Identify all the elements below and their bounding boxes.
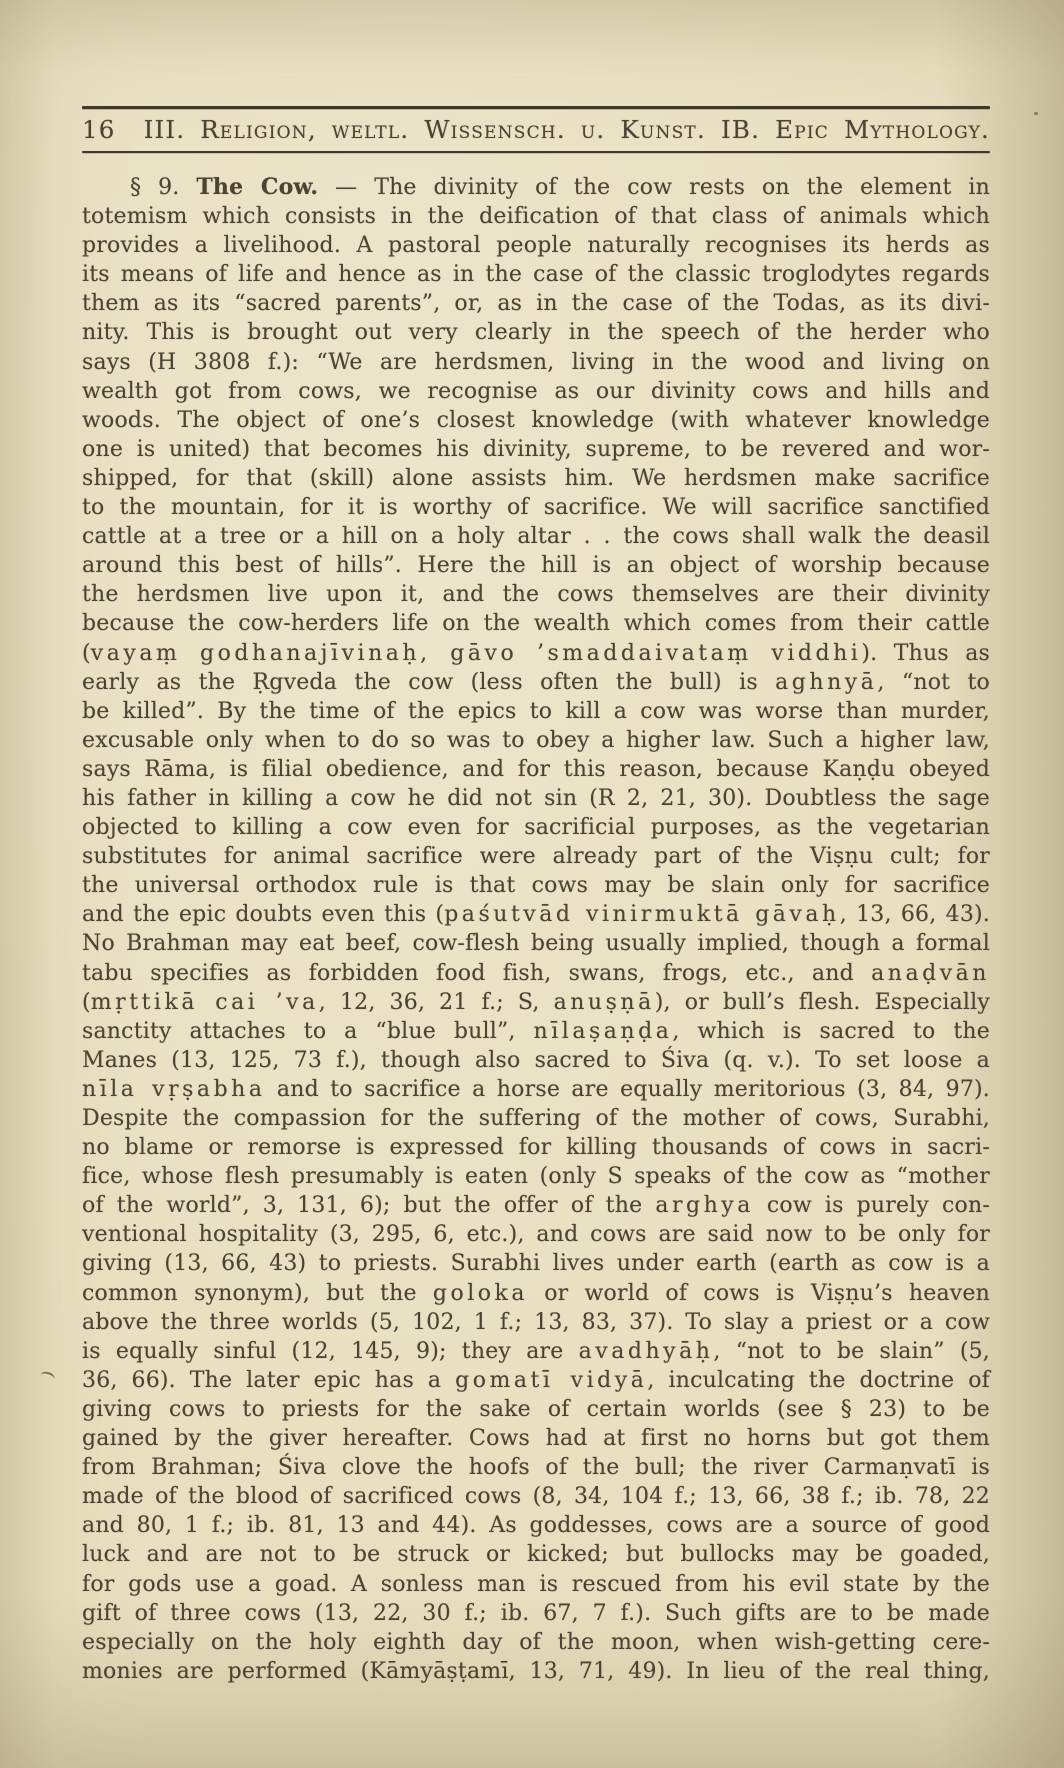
text-segment: vayaṃ godhanajīvinaḥ, gāvo ’smaddaivataṃ viddhi	[90, 640, 862, 666]
text-segment: nity. This is brought out very clearly in the speech of the herder who	[82, 320, 990, 346]
text-line	[82, 1075, 990, 1104]
text-segment: shipped, for that (skill) alone assists him. We herdsmen make sacrifice	[82, 465, 990, 491]
text-segment: ), or bull’s flesh. Especially	[654, 989, 991, 1015]
text-segment: because the cow-herders life on the wealth which comes from their cattle	[82, 611, 990, 637]
text-segment: anuṣṇā	[553, 989, 655, 1015]
text-line	[82, 1366, 990, 1395]
text-line	[82, 1104, 990, 1133]
text-line	[82, 929, 990, 958]
text-segment: aghnyā	[775, 669, 878, 695]
text-segment: goloka	[432, 1280, 529, 1306]
text-segment: especially on the holy eighth day of the moon, when wish-getting cere-	[82, 1629, 990, 1655]
text-segment: fice, whose flesh presumably is eaten (only S speaks of the cow as “mother	[82, 1164, 990, 1190]
text-line	[82, 1279, 990, 1308]
text-segment: mṛttikā cai ’va	[90, 989, 319, 1015]
text-segment: paśutvād vinirmuktā gāvaḥ	[444, 902, 840, 928]
text-segment: gift of three cows (13, 22, 30 f.; ib. 67, 7 f.). Such gifts are to be made	[82, 1600, 990, 1626]
text-segment: provides a livelihood. A pastoral people naturally recognises its herds as	[82, 233, 990, 259]
text-segment: is equally sinful (12, 145, 9); they are	[82, 1338, 579, 1364]
text-line	[82, 1249, 990, 1278]
text-segment: tabu specifies as forbidden food fish, swans, frogs, etc., and	[82, 960, 872, 986]
text-line	[82, 1570, 990, 1599]
text-segment: monies are performed (Kāmyāṣṭamī, 13, 71, 49). In lieu of the real thing,	[82, 1658, 990, 1684]
text-segment: be killed”. By the time of the epics to kill a cow was worse than murder,	[82, 698, 990, 724]
text-line	[82, 871, 990, 900]
text-line	[82, 348, 990, 377]
text-line	[82, 202, 990, 231]
text-segment: arghya	[655, 1193, 754, 1219]
text-segment: around this best of hills”. Here the hill is an object of worship because	[82, 553, 990, 579]
text-segment: gomatī vidyā	[455, 1367, 648, 1393]
text-segment: common synonym), but the	[82, 1280, 433, 1306]
text-segment: them as its “sacred parents”, or, as in the case of the Todas, as its divi-	[82, 291, 990, 317]
text-line	[82, 377, 990, 406]
text-segment: luck and are not to be struck or kicked; but bullocks may be goaded,	[82, 1542, 990, 1568]
text-line	[82, 289, 990, 318]
text-segment: says (H 3808 f.): “We are herdsmen, living in the wood and living on	[82, 349, 990, 375]
text-segment: objected to killing a cow even for sacrificial purposes, as the vegetarian	[82, 815, 990, 841]
text-segment: anaḍvān	[871, 960, 990, 986]
header-rule-bottom	[82, 151, 990, 153]
text-line	[82, 318, 990, 347]
text-segment: — The divinity of the cow rests on the element in	[318, 175, 990, 200]
text-line	[82, 1424, 990, 1453]
text-line	[82, 1657, 990, 1686]
text-segment: 36, 66). The later epic has a	[82, 1367, 456, 1393]
text-line	[82, 1482, 990, 1511]
text-line	[82, 464, 990, 493]
text-line	[82, 1511, 990, 1540]
text-segment: ventional hospitality (3, 295, 6, etc.), and cows are said now to be only for	[82, 1222, 990, 1248]
margin-pen-mark	[39, 1370, 56, 1384]
text-segment: its means of life and hence as in the case of the classic troglodytes regards	[82, 262, 990, 288]
text-segment: avadhyāḥ	[578, 1338, 714, 1364]
text-line	[82, 1395, 990, 1424]
text-line	[82, 551, 990, 580]
text-segment: , 13, 66, 43).	[839, 902, 990, 928]
text-segment: of the world”, 3, 131, 6); but the offer of the	[82, 1193, 656, 1219]
text-segment: wealth got from cows, we recognise as our divinity cows and hills and	[82, 378, 990, 404]
text-segment: the herdsmen live upon it, and the cows themselves are their divinity	[82, 582, 990, 608]
text-segment: and the epic doubts even this (	[82, 902, 445, 928]
text-segment: substitutes for animal sacrifice were already part of the Viṣṇu cult; for	[82, 844, 990, 870]
text-line	[82, 1308, 990, 1337]
text-line	[82, 1046, 990, 1075]
text-line	[82, 580, 990, 609]
text-line	[82, 639, 990, 668]
text-line	[82, 1453, 990, 1482]
ink-speck	[1034, 112, 1038, 115]
text-line	[82, 406, 990, 435]
text-segment: to the mountain, for it is worthy of sacrifice. We will sacrifice sanctified	[82, 495, 990, 521]
text-line	[82, 842, 990, 871]
text-line	[82, 813, 990, 842]
text-segment: cow is purely con-	[753, 1193, 991, 1219]
text-line	[82, 1220, 990, 1249]
page-number: 16	[82, 115, 116, 144]
text-line	[82, 435, 990, 464]
text-segment: says Rāma, is filial obedience, and for this reason, because Kaṇḍu obeyed	[82, 756, 990, 782]
text-line	[82, 1191, 990, 1220]
text-segment: (	[82, 640, 91, 666]
body-text	[82, 173, 990, 1686]
text-line	[82, 493, 990, 522]
text-line	[82, 900, 990, 929]
text-segment: from Brahman; Śiva clove the hoofs of the bull; the river Carmaṇvatī is	[82, 1455, 990, 1481]
text-line	[82, 1337, 990, 1366]
text-line	[82, 668, 990, 697]
section-title: The Cow.	[196, 174, 319, 200]
text-segment: made of the blood of sacrificed cows (8, 34, 104 f.; 13, 66, 38 f.; ib. 78, 22	[82, 1484, 990, 1510]
text-segment: , which is sacred to the	[672, 1018, 990, 1044]
text-segment: , inculcating the doctrine of	[647, 1367, 990, 1393]
text-segment: Manes (13, 125, 73 f.), though also sacred to Śiva (q. v.). To set loose a	[82, 1047, 990, 1073]
text-line	[82, 609, 990, 638]
text-segment: nīla vṛṣabha	[82, 1076, 266, 1102]
text-segment: early as the Ṛgveda the cow (less often the bull) is	[82, 669, 776, 695]
text-segment: his father in killing a cow he did not sin (R 2, 21, 30). Doubtless the sage	[82, 785, 990, 811]
text-segment: giving cows to priests for the sake of certain worlds (see § 23) to be	[82, 1396, 990, 1422]
text-segment: , “not to	[877, 669, 990, 695]
text-segment: excusable only when to do so was to obey a higher law. Such a higher law,	[82, 727, 990, 753]
text-segment: gained by the giver hereafter. Cows had at first no horns but got them	[82, 1426, 990, 1452]
text-segment: nīlaṣaṇḍa	[533, 1018, 673, 1044]
text-segment: , 12, 36, 21 f.; S,	[318, 989, 554, 1015]
text-line	[82, 1628, 990, 1657]
text-line	[82, 755, 990, 784]
text-segment: and 80, 1 f.; ib. 81, 13 and 44). As goddesses, cows are a source of good	[82, 1513, 990, 1539]
text-line	[82, 959, 990, 988]
text-segment: giving (13, 66, 43) to priests. Surabhi lives under earth (earth as cow is a	[82, 1251, 990, 1277]
text-segment: ). Thus as	[861, 640, 990, 666]
page-header	[82, 106, 990, 153]
running-title: III. Religion, weltl. Wissensch. u. Kunst. IB. Epic Mythology.	[143, 115, 990, 144]
text-segment: No Brahman may eat beef, cow-flesh being usually implied, though a formal	[82, 931, 990, 957]
text-segment: § 9.	[130, 175, 197, 200]
text-segment: and to sacrifice a horse are equally meritorious (3, 84, 97).	[265, 1076, 991, 1102]
text-line	[82, 1540, 990, 1569]
text-line	[82, 697, 990, 726]
text-segment: totemism which consists in the deification of that class of animals which	[82, 204, 990, 230]
text-segment: above the three worlds (5, 102, 1 f.; 13, 83, 37). To slay a priest or a cow	[82, 1309, 990, 1335]
text-segment: for gods use a goad. A sonless man is rescued from his evil state by the	[82, 1571, 990, 1597]
text-line	[82, 1162, 990, 1191]
text-segment: one is united) that becomes his divinity, supreme, to be revered and wor-	[82, 436, 990, 462]
text-segment: woods. The object of one’s closest knowledge (with whatever knowledge	[82, 407, 990, 433]
text-line	[82, 726, 990, 755]
text-line	[82, 522, 990, 551]
running-head	[82, 109, 990, 151]
text-segment: Despite the compassion for the suffering of the mother of cows, Surabhi,	[82, 1106, 990, 1131]
text-line	[82, 784, 990, 813]
text-line	[82, 1133, 990, 1162]
text-line	[82, 260, 990, 289]
text-segment: , “not to be slain” (5,	[713, 1338, 990, 1364]
text-segment: the universal orthodox rule is that cows may be slain only for sacrifice	[82, 873, 990, 899]
text-segment: cattle at a tree or a hill on a holy altar . . the cows shall walk the deasil	[82, 524, 990, 550]
text-segment: (	[82, 989, 91, 1015]
text-segment: no blame or remorse is expressed for killing thousands of cows in sacri-	[82, 1135, 990, 1161]
text-line	[82, 1599, 990, 1628]
text-segment: sanctity attaches to a “blue bull”,	[82, 1018, 534, 1044]
text-line	[82, 231, 990, 260]
text-segment: or world of cows is Viṣṇu’s heaven	[528, 1280, 990, 1306]
text-line	[82, 173, 990, 202]
text-line	[82, 1017, 990, 1046]
text-line	[82, 988, 990, 1017]
